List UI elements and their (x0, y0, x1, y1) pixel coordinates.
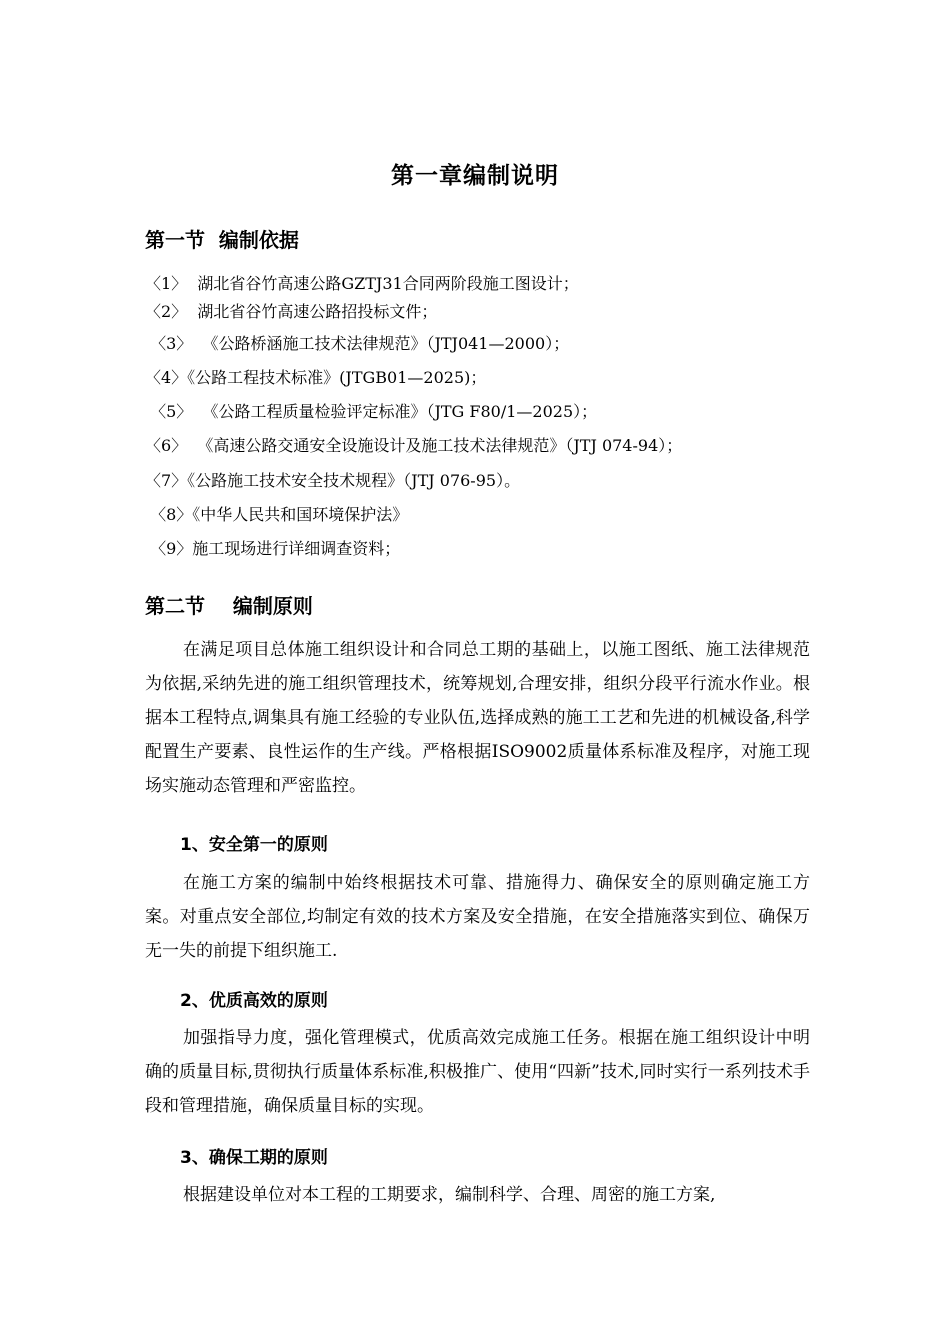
reference-item-7: 〈7〉《公路施工技术安全技术规程》（JTJ 076-95）。 (145, 471, 521, 490)
section-title-principles: 第二节 编制原则 (145, 594, 313, 618)
principles-intro-paragraph: 在满足项目总体施工组织设计和合同总工期的基础上，以施工图纸、施工法律规范为依据,采纳先进的施工组织管理技术，统筹规划,合理安排，组织分段平行流水作业。根据本工程特点,调集具有施工经验的专业队伍,选择成熟的施工工艺和先进的机械设备,科学配置生产要素、良性运作的生产线。严格根据ISO9002质量体系标准及程序，对施工现场实施动态管理和严密监控。 (145, 640, 810, 796)
reference-item-3: 〈3〉 《公路桥涵施工技术法律规范》（JTJ041—2000）； (145, 334, 570, 353)
reference-item-2: 〈2〉 湖北省谷竹高速公路招投标文件； (145, 302, 438, 321)
reference-item-1: 〈1〉 湖北省谷竹高速公路GZTJ31合同两阶段施工图设计； (145, 274, 579, 293)
section-title-basis: 第一节 编制依据 (145, 228, 299, 252)
principle-heading-quality: 2、优质高效的原则 (180, 991, 328, 1011)
reference-item-4: 〈4〉《公路工程技术标准》(JTGB01—2025)； (145, 368, 487, 387)
principle-text-quality: 加强指导力度，强化管理模式，优质高效完成施工任务。根据在施工组织设计中明确的质量目标,贯彻执行质量体系标准,积极推广、使用“四新”技术,同时实行一系列技术手段和管理措施，确保质量目标的实现。 (145, 1028, 810, 1116)
reference-item-6: 〈6〉 《高速公路交通安全设施设计及施工技术法律规范》（JTJ 074-94）； (145, 436, 683, 455)
principle-heading-safety: 1、安全第一的原则 (180, 835, 328, 855)
reference-item-8: 〈8〉《中华人民共和国环境保护法》 (145, 505, 409, 524)
principle-heading-schedule: 3、确保工期的原则 (180, 1148, 328, 1168)
chapter-title: 第一章编制说明 (391, 163, 559, 189)
principle-text-schedule: 根据建设单位对本工程的工期要求，编制科学、合理、周密的施工方案, (183, 1185, 716, 1205)
reference-item-9: 〈9〉施工现场进行详细调查资料； (145, 539, 401, 558)
reference-item-5: 〈5〉 《公路工程质量检验评定标准》（JTG F80/1—2025）； (145, 402, 598, 421)
principle-text-safety: 在施工方案的编制中始终根据技术可靠、措施得力、确保安全的原则确定施工方案。对重点安全部位,均制定有效的技术方案及安全措施，在安全措施落实到位、确保万无一失的前提下组织施工. (145, 873, 810, 961)
